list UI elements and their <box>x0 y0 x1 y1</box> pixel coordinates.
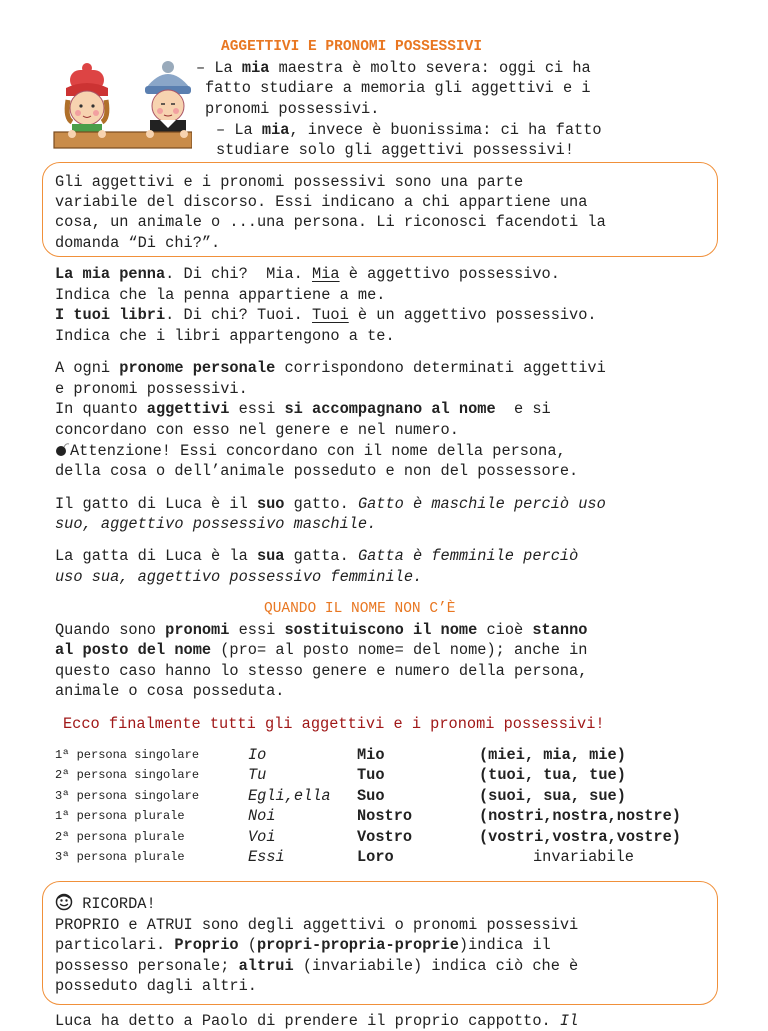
para2-line-1: Quando sono pronomi essi sostituiscono il nome cioè stanno <box>55 621 588 639</box>
pronome-cell: Io <box>248 746 267 764</box>
aggettivo-cell: Mio <box>357 746 385 764</box>
ricorda-title: RICORDA! <box>55 893 156 914</box>
dialog-line-5: studiare solo gli aggettivi possessivi! <box>216 141 575 159</box>
dialog-line-2: fatto studiare a memoria gli aggettivi e i <box>205 79 591 97</box>
pronome-cell: Tu <box>248 766 267 784</box>
example-1-line-2: Indica che la penna appartiene a me. <box>55 286 386 304</box>
table-row <box>55 786 735 806</box>
definition-line-2: variabile del discorso. Essi indicano a chi appartiene una <box>55 193 588 211</box>
aggettivo-cell: Loro <box>357 848 394 866</box>
dialog-line-3: pronomi possessivi. <box>205 100 380 118</box>
aggettivo-cell: Tuo <box>357 766 385 784</box>
gatto-line-1: Il gatto di Luca è il suo gatto. Gatto è maschile perciò uso <box>55 495 606 513</box>
persona-cell: 1ª persona plurale <box>55 809 185 823</box>
para1-line-1: A ogni pronome personale corrispondono determinati aggettivi <box>55 359 606 377</box>
table-row <box>55 806 735 826</box>
page-title: AGGETTIVI E PRONOMI POSSESSIVI <box>221 39 483 55</box>
forme-cell: (tuoi, tua, tue) <box>479 766 626 784</box>
definition-line-4: domanda “Di chi?”. <box>55 234 221 252</box>
ricorda-line-2: particolari. Proprio (propri-propria-proprie)indica il <box>55 936 551 954</box>
definition-line-1: Gli aggettivi e i pronomi possessivi sono una parte <box>55 173 524 191</box>
children-illustration <box>52 58 192 150</box>
persona-cell: 3ª persona plurale <box>55 850 185 864</box>
gatto-line-2: suo, aggettivo possessivo maschile. <box>55 515 377 533</box>
table-row <box>55 765 735 785</box>
para1-line-2: e pronomi possessivi. <box>55 380 248 398</box>
smiley-icon <box>55 893 73 911</box>
persona-cell: 1ª persona singolare <box>55 748 200 762</box>
para1-line-4: concordano con esso nel genere e nel numero. <box>55 421 459 439</box>
section-title-nome: QUANDO IL NOME NON C’È <box>264 601 456 617</box>
persona-cell: 2ª persona singolare <box>55 768 200 782</box>
dialog-line-4: – La mia, invece è buonissima: ci ha fatto <box>216 121 602 139</box>
dialog-line-1: – La mia maestra è molto severa: oggi ci ha <box>196 59 591 77</box>
pronome-cell: Essi <box>248 848 285 866</box>
para1-line-6: della cosa o dell’animale posseduto e non del possessore. <box>55 462 579 480</box>
example-proprio-line: Luca ha detto a Paolo di prendere il proprio cappotto. Il <box>55 1012 579 1030</box>
para1-line-3: In quanto aggettivi essi si accompagnano al nome e si <box>55 400 551 418</box>
ricorda-line-3: possesso personale; altrui (invariabile) indica ciò che è <box>55 957 579 975</box>
forme-cell: (nostri,nostra,nostre) <box>479 807 681 825</box>
aggettivo-cell: Suo <box>357 787 385 805</box>
persona-cell: 3ª persona singolare <box>55 789 200 803</box>
example-2: I tuoi libri. Di chi? Tuoi. Tuoi è un aggettivo possessivo. <box>55 306 597 324</box>
para2-line-2: al posto del nome (pro= al posto nome= del nome); anche in <box>55 641 588 659</box>
definition-line-3: cosa, un animale o ...una persona. Li riconosci facendoti la <box>55 213 606 231</box>
table-row <box>55 847 735 867</box>
para2-line-4: animale o cosa posseduta. <box>55 682 285 700</box>
example-2-line-2: Indica che i libri appartengono a te. <box>55 327 395 345</box>
persona-cell: 2ª persona plurale <box>55 830 185 844</box>
example-1: La mia penna. Di chi? Mia. Mia è aggettivo possessivo. <box>55 265 560 283</box>
forme-cell: (suoi, sua, sue) <box>479 787 626 805</box>
pronome-cell: Noi <box>248 807 276 825</box>
ricorda-line-4: posseduto dagli altri. <box>55 977 257 995</box>
gatta-line-1: La gatta di Luca è la sua gatta. Gatta è femminile perciò <box>55 547 579 565</box>
aggettivo-cell: Vostro <box>357 828 413 846</box>
para2-line-3: questo caso hanno lo stesso genere e numero della persona, <box>55 662 588 680</box>
pronome-cell: Egli,ella <box>248 787 331 805</box>
table-row <box>55 827 735 847</box>
table-title: Ecco finalmente tutti gli aggettivi e i pronomi possessivi! <box>63 715 605 733</box>
aggettivo-cell: Nostro <box>357 807 413 825</box>
forme-cell: invariabile <box>533 848 634 866</box>
para1-line-5: Attenzione! Essi concordano con il nome della persona, <box>55 441 566 461</box>
bomb-icon <box>55 442 70 457</box>
ricorda-line-1: PROPRIO e ATRUI sono degli aggettivi o pronomi possessivi <box>55 916 579 934</box>
table-row <box>55 745 735 765</box>
gatta-line-2: uso sua, aggettivo possessivo femminile. <box>55 568 423 586</box>
forme-cell: (vostri,vostra,vostre) <box>479 828 681 846</box>
forme-cell: (miei, mia, mie) <box>479 746 626 764</box>
pronome-cell: Voi <box>248 828 276 846</box>
